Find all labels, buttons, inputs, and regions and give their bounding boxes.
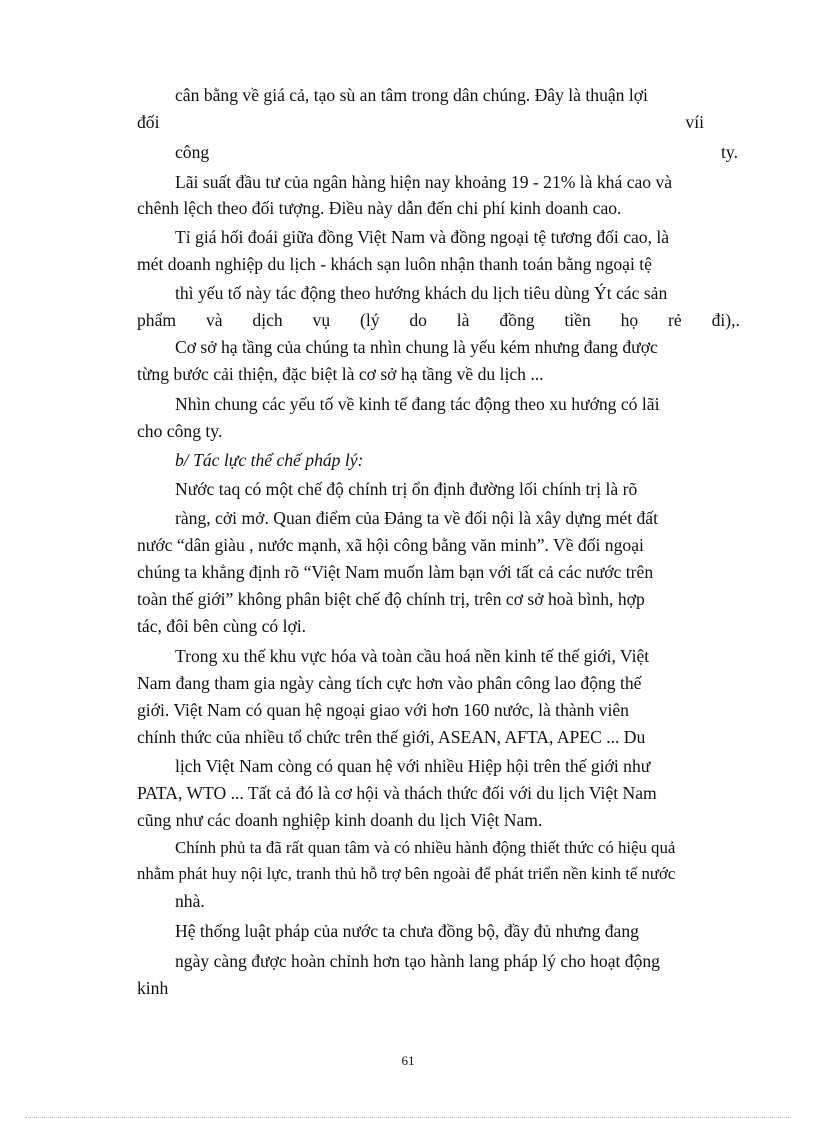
text-line: Cơ sở hạ tầng của chúng ta nhìn chung là yếu kém nhưng đang được bbox=[175, 337, 658, 357]
text-line: ràng, cởi mở. Quan điểm của Đảng ta về đối nội là xây dựng mét đất bbox=[175, 508, 659, 528]
text-line: lịch Việt Nam còng có quan hệ với nhiều Hiệp hội trên thế giới như bbox=[175, 756, 651, 776]
text-line: Nhìn chung các yếu tố về kinh tế đang tác động theo xu hướng có lãi bbox=[175, 394, 660, 414]
text-line: từng bước cải thiện, đặc biệt là cơ sở hạ tầng về du lịch ... bbox=[137, 364, 544, 384]
text-line: Nước taq có một chế độ chính trị ổn định đường lối chính trị là rõ bbox=[175, 479, 638, 499]
text-line: Tỉ giá hối đoái giữa đồng Việt Nam và đồng ngoại tệ tương đối cao, là bbox=[175, 227, 670, 247]
text-line: cân bằng về giá cả, tạo sù an tâm trong dân chúng. Đây là thuận lợi bbox=[175, 85, 648, 105]
text-line: tác, đôi bên cùng có lợi. bbox=[137, 616, 307, 636]
text-line: toàn thế giới” không phân biệt chế độ chính trị, trên cơ sở hoà bình, hợp bbox=[137, 589, 645, 609]
text-line: thì yếu tố này tác động theo hướng khách du lịch tiêu dùng Ýt các sản bbox=[175, 283, 668, 303]
text-line: Trong xu thế khu vực hóa và toàn cầu hoá nền kinh tế thế giới, Việt bbox=[175, 646, 650, 666]
text-line: giới. Việt Nam có quan hệ ngoại giao với hơn 160 nước, là thành viên bbox=[137, 700, 629, 720]
text-line: nhà. bbox=[175, 891, 205, 911]
page-number: 61 bbox=[401, 1053, 415, 1068]
text-line: phẩm và dịch vụ (lý do là đồng tiền họ rẻ đi),. bbox=[137, 310, 740, 330]
text-line: nhằm phát huy nội lực, tranh thủ hỗ trợ bên ngoài để phát triển nền kinh tế nước bbox=[137, 864, 676, 883]
text-line: PATA, WTO ... Tất cả đó là cơ hội và thách thức đối với du lịch Việt Nam bbox=[137, 783, 657, 803]
text-line: mét doanh nghiệp du lịch - khách sạn luôn nhận thanh toán bằng ngoại tệ bbox=[137, 254, 652, 274]
text-line: chính thức của nhiều tổ chức trên thế giới, ASEAN, AFTA, APEC ... Du bbox=[137, 727, 646, 747]
text-line: cho công ty. bbox=[137, 421, 223, 441]
text-line: chúng ta khẳng định rõ “Việt Nam muốn làm bạn với tất cả các nước trên bbox=[137, 562, 654, 582]
text-line: chênh lệch theo đối tượng. Điều này dẫn đến chi phí kinh doanh cao. bbox=[137, 198, 622, 218]
section-heading: b/ Tác lực thể chế pháp lý: bbox=[175, 450, 364, 470]
text-line: Hệ thống luật pháp của nước ta chưa đồng bộ, đầy đủ nhưng đang bbox=[175, 921, 639, 941]
text-line: công ty. bbox=[175, 142, 738, 162]
text-line: nước “dân giàu , nước mạnh, xã hội công bằng văn minh”. Về đối ngoại bbox=[137, 535, 644, 555]
text-line: cũng như các doanh nghiệp kinh doanh du lịch Việt Nam. bbox=[137, 810, 543, 830]
text-line: đối víi bbox=[137, 112, 704, 132]
page-bottom-border bbox=[25, 1117, 791, 1118]
text-line: Lãi suất đầu tư của ngân hàng hiện nay khoảng 19 - 21% là khá cao và bbox=[175, 172, 673, 192]
text-line: kinh bbox=[137, 978, 169, 998]
text-line: ngày càng được hoàn chỉnh hơn tạo hành lang pháp lý cho hoạt động bbox=[175, 951, 660, 971]
text-line: Chính phủ ta đã rất quan tâm và có nhiều hành động thiết thức có hiệu quả bbox=[175, 838, 676, 857]
text-line: Nam đang tham gia ngày càng tích cực hơn vào phân công lao động thế bbox=[137, 673, 642, 693]
